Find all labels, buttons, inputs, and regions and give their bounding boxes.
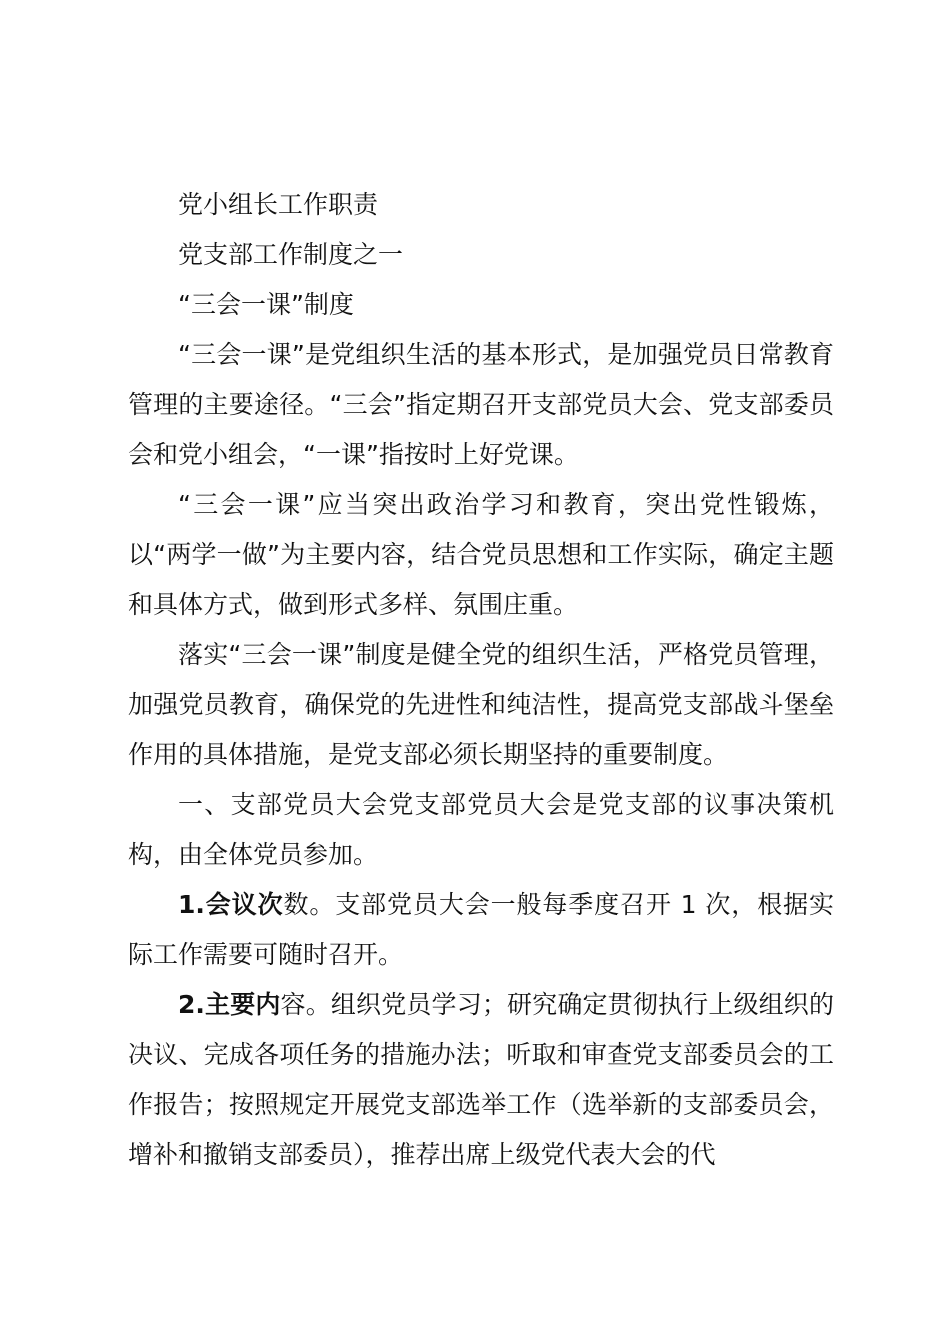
section-heading-text: 党支部工作制度之一 (178, 240, 404, 269)
document-title (128, 180, 834, 230)
numbered-paragraph (128, 980, 834, 1180)
subsection-heading (128, 280, 834, 330)
section-heading (128, 230, 834, 280)
body-paragraph (128, 330, 834, 480)
paragraph-text: 容。组织党员学习；研究确定贯彻执行上级组织的决议、完成各项任务的措施办法；听取和审查党支部委员会的工作报告；按照规定开展党支部选举工作（选举新的支部委员会，增补和撤销支部委员），推荐出席上级党代表大会的代 (128, 990, 834, 1169)
paragraph-text: 一、支部党员大会党支部党员大会是党支部的议事决策机构，由全体党员参加。 (128, 790, 834, 869)
body-paragraph (128, 780, 834, 880)
paragraph-text: “三会一课”应当突出政治学习和教育，突出党性锻炼，以“两学一做”为主要内容，结合党员思想和工作实际，确定主题和具体方式，做到形式多样、氛围庄重。 (128, 490, 834, 619)
numbered-paragraph (128, 880, 834, 980)
numbered-lead: 2.主要内 (178, 990, 281, 1019)
paragraph-text: 数。支部党员大会一般每季度召开 1 次，根据实际工作需要可随时召开。 (128, 890, 834, 969)
body-paragraph (128, 630, 834, 780)
subsection-heading-text: “三会一课”制度 (178, 290, 354, 319)
body-paragraph (128, 480, 834, 630)
numbered-lead: 1.会议次 (178, 890, 284, 919)
document-body (128, 180, 834, 1180)
paragraph-text: “三会一课”是党组织生活的基本形式，是加强党员日常教育管理的主要途径。“三会”指定期召开支部党员大会、党支部委员会和党小组会，“一课”指按时上好党课。 (128, 340, 834, 469)
document-title-text: 党小组长工作职责 (178, 190, 379, 219)
paragraph-text: 落实“三会一课”制度是健全党的组织生活，严格党员管理，加强党员教育，确保党的先进性和纯洁性，提高党支部战斗堡垒作用的具体措施，是党支部必须长期坚持的重要制度。 (128, 640, 834, 769)
